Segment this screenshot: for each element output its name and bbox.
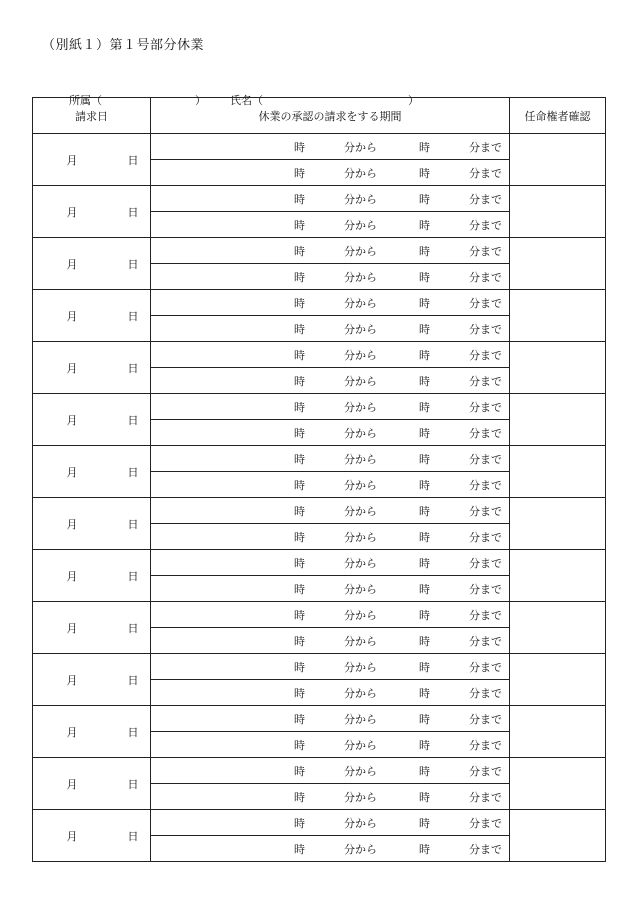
date-month-label: 月 xyxy=(66,361,78,375)
slot-hour-start: 時 xyxy=(294,530,305,544)
slot-hour-end: 時 xyxy=(419,426,430,440)
table-row xyxy=(33,238,606,264)
slot-hour-end: 時 xyxy=(419,478,430,492)
slot-hour-start: 時 xyxy=(294,504,305,518)
slot-minute-until: 分まで xyxy=(469,816,502,830)
table-row xyxy=(33,810,606,836)
slot-hour-start: 時 xyxy=(294,582,305,596)
slot-minute-until: 分まで xyxy=(469,322,502,336)
slot-hour-start: 時 xyxy=(294,712,305,726)
period-slot-1[interactable] xyxy=(151,706,510,732)
slot-hour-start: 時 xyxy=(294,426,305,440)
slot-hour-end: 時 xyxy=(419,348,430,362)
slot-minute-until: 分まで xyxy=(469,270,502,284)
slot-minute-until: 分まで xyxy=(469,790,502,804)
slot-minute-until: 分まで xyxy=(469,504,502,518)
date-month-label: 月 xyxy=(66,829,78,843)
date-month-label: 月 xyxy=(66,673,78,687)
slot-minute-until: 分まで xyxy=(469,166,502,180)
request-date-cell[interactable] xyxy=(33,238,151,290)
appointer-check-cell[interactable] xyxy=(510,498,606,550)
slot-hour-end: 時 xyxy=(419,452,430,466)
date-month-label: 月 xyxy=(66,413,78,427)
header-leave-period: 休業の承認の請求をする期間 xyxy=(151,98,510,134)
table-row xyxy=(33,706,606,732)
period-slot-2[interactable] xyxy=(151,784,510,810)
table-row xyxy=(33,446,606,472)
slot-minute-from: 分から xyxy=(344,504,377,518)
period-slot-2[interactable] xyxy=(151,420,510,446)
slot-hour-start: 時 xyxy=(294,686,305,700)
period-slot-2[interactable] xyxy=(151,836,510,862)
slot-hour-start: 時 xyxy=(294,244,305,258)
slot-hour-end: 時 xyxy=(419,296,430,310)
request-date-cell[interactable] xyxy=(33,186,151,238)
period-slot-1[interactable] xyxy=(151,394,510,420)
request-date-cell[interactable] xyxy=(33,654,151,706)
slot-minute-until: 分まで xyxy=(469,244,502,258)
period-slot-2[interactable] xyxy=(151,524,510,550)
appointer-check-cell[interactable] xyxy=(510,290,606,342)
slot-hour-end: 時 xyxy=(419,140,430,154)
slot-minute-until: 分まで xyxy=(469,452,502,466)
slot-minute-until: 分まで xyxy=(469,426,502,440)
appointer-check-cell[interactable] xyxy=(510,602,606,654)
date-day-label: 日 xyxy=(127,153,139,167)
slot-minute-from: 分から xyxy=(344,374,377,388)
slot-minute-from: 分から xyxy=(344,400,377,414)
date-month-label: 月 xyxy=(66,153,78,167)
slot-minute-from: 分から xyxy=(344,348,377,362)
slot-hour-end: 時 xyxy=(419,712,430,726)
table-header-row xyxy=(33,98,606,134)
slot-hour-end: 時 xyxy=(419,686,430,700)
slot-minute-from: 分から xyxy=(344,166,377,180)
table-row xyxy=(33,186,606,212)
slot-hour-end: 時 xyxy=(419,660,430,674)
period-slot-1[interactable] xyxy=(151,810,510,836)
slot-hour-start: 時 xyxy=(294,296,305,310)
slot-hour-end: 時 xyxy=(419,530,430,544)
table-row xyxy=(33,654,606,680)
slot-minute-from: 分から xyxy=(344,322,377,336)
slot-hour-start: 時 xyxy=(294,218,305,232)
period-slot-1[interactable] xyxy=(151,654,510,680)
date-day-label: 日 xyxy=(127,309,139,323)
slot-minute-from: 分から xyxy=(344,426,377,440)
slot-hour-end: 時 xyxy=(419,842,430,856)
slot-minute-from: 分から xyxy=(344,764,377,778)
slot-minute-until: 分まで xyxy=(469,634,502,648)
slot-minute-from: 分から xyxy=(344,218,377,232)
appointer-check-cell[interactable] xyxy=(510,446,606,498)
table-row xyxy=(33,134,606,160)
slot-minute-from: 分から xyxy=(344,738,377,752)
period-slot-1[interactable] xyxy=(151,186,510,212)
period-slot-1[interactable] xyxy=(151,498,510,524)
period-slot-2[interactable] xyxy=(151,316,510,342)
request-date-cell[interactable] xyxy=(33,498,151,550)
request-date-cell[interactable] xyxy=(33,810,151,862)
slot-minute-from: 分から xyxy=(344,530,377,544)
slot-hour-start: 時 xyxy=(294,764,305,778)
slot-hour-start: 時 xyxy=(294,738,305,752)
slot-minute-from: 分から xyxy=(344,270,377,284)
slot-minute-from: 分から xyxy=(344,140,377,154)
slot-minute-until: 分まで xyxy=(469,712,502,726)
slot-hour-start: 時 xyxy=(294,790,305,804)
period-slot-1[interactable] xyxy=(151,550,510,576)
slot-minute-until: 分まで xyxy=(469,374,502,388)
name-label: 氏名（ xyxy=(230,94,263,107)
date-day-label: 日 xyxy=(127,725,139,739)
appointer-check-cell[interactable] xyxy=(510,654,606,706)
slot-hour-end: 時 xyxy=(419,270,430,284)
period-slot-1[interactable] xyxy=(151,290,510,316)
slot-hour-end: 時 xyxy=(419,374,430,388)
slot-minute-from: 分から xyxy=(344,244,377,258)
date-month-label: 月 xyxy=(66,465,78,479)
slot-minute-from: 分から xyxy=(344,608,377,622)
slot-hour-end: 時 xyxy=(419,322,430,336)
slot-hour-start: 時 xyxy=(294,322,305,336)
slot-minute-from: 分から xyxy=(344,478,377,492)
date-day-label: 日 xyxy=(127,829,139,843)
slot-minute-from: 分から xyxy=(344,296,377,310)
slot-hour-end: 時 xyxy=(419,816,430,830)
slot-hour-start: 時 xyxy=(294,166,305,180)
slot-minute-until: 分まで xyxy=(469,218,502,232)
slot-hour-end: 時 xyxy=(419,218,430,232)
appointer-check-cell[interactable] xyxy=(510,134,606,186)
slot-minute-from: 分から xyxy=(344,192,377,206)
slot-minute-until: 分まで xyxy=(469,140,502,154)
slot-hour-end: 時 xyxy=(419,504,430,518)
date-day-label: 日 xyxy=(127,621,139,635)
name-close: ） xyxy=(408,94,419,107)
appointer-check-cell[interactable] xyxy=(510,394,606,446)
date-day-label: 日 xyxy=(127,413,139,427)
appointer-check-cell[interactable] xyxy=(510,758,606,810)
slot-hour-start: 時 xyxy=(294,400,305,414)
period-slot-2[interactable] xyxy=(151,628,510,654)
slot-minute-from: 分から xyxy=(344,582,377,596)
slot-hour-start: 時 xyxy=(294,374,305,388)
table-row xyxy=(33,602,606,628)
period-slot-2[interactable] xyxy=(151,264,510,290)
request-date-cell[interactable] xyxy=(33,342,151,394)
request-date-cell[interactable] xyxy=(33,446,151,498)
period-slot-2[interactable] xyxy=(151,680,510,706)
date-day-label: 日 xyxy=(127,257,139,271)
slot-minute-until: 分まで xyxy=(469,842,502,856)
period-slot-1[interactable] xyxy=(151,342,510,368)
slot-hour-start: 時 xyxy=(294,556,305,570)
appointer-check-cell[interactable] xyxy=(510,238,606,290)
appointer-check-cell[interactable] xyxy=(510,342,606,394)
date-day-label: 日 xyxy=(127,517,139,531)
slot-minute-until: 分まで xyxy=(469,660,502,674)
date-day-label: 日 xyxy=(127,777,139,791)
date-month-label: 月 xyxy=(66,257,78,271)
slot-minute-until: 分まで xyxy=(469,764,502,778)
slot-minute-from: 分から xyxy=(344,660,377,674)
date-month-label: 月 xyxy=(66,205,78,219)
period-slot-2[interactable] xyxy=(151,472,510,498)
slot-hour-start: 時 xyxy=(294,348,305,362)
slot-hour-start: 時 xyxy=(294,608,305,622)
date-day-label: 日 xyxy=(127,465,139,479)
slot-minute-until: 分まで xyxy=(469,192,502,206)
slot-minute-from: 分から xyxy=(344,790,377,804)
affiliation-label: 所属（ xyxy=(69,94,102,107)
date-day-label: 日 xyxy=(127,205,139,219)
slot-hour-start: 時 xyxy=(294,140,305,154)
date-month-label: 月 xyxy=(66,777,78,791)
request-date-cell[interactable] xyxy=(33,602,151,654)
slot-hour-end: 時 xyxy=(419,244,430,258)
date-month-label: 月 xyxy=(66,517,78,531)
slot-minute-until: 分まで xyxy=(469,556,502,570)
slot-hour-end: 時 xyxy=(419,634,430,648)
slot-hour-end: 時 xyxy=(419,192,430,206)
table-row xyxy=(33,394,606,420)
request-date-cell[interactable] xyxy=(33,290,151,342)
slot-hour-end: 時 xyxy=(419,608,430,622)
request-date-cell[interactable] xyxy=(33,758,151,810)
slot-hour-end: 時 xyxy=(419,738,430,752)
slot-hour-start: 時 xyxy=(294,842,305,856)
period-slot-2[interactable] xyxy=(151,160,510,186)
slot-minute-from: 分から xyxy=(344,816,377,830)
date-month-label: 月 xyxy=(66,309,78,323)
period-slot-2[interactable] xyxy=(151,212,510,238)
period-slot-1[interactable] xyxy=(151,758,510,784)
slot-minute-until: 分まで xyxy=(469,478,502,492)
header-appointer-check: 任命権者確認 xyxy=(510,98,606,134)
date-month-label: 月 xyxy=(66,569,78,583)
header-request-date: 請求日 xyxy=(33,98,151,134)
slot-hour-start: 時 xyxy=(294,816,305,830)
slot-minute-until: 分まで xyxy=(469,686,502,700)
slot-minute-until: 分まで xyxy=(469,296,502,310)
period-slot-2[interactable] xyxy=(151,368,510,394)
period-slot-1[interactable] xyxy=(151,602,510,628)
slot-minute-until: 分まで xyxy=(469,348,502,362)
slot-minute-until: 分まで xyxy=(469,608,502,622)
slot-hour-end: 時 xyxy=(419,582,430,596)
request-date-cell[interactable] xyxy=(33,394,151,446)
appointer-check-cell[interactable] xyxy=(510,706,606,758)
table-row xyxy=(33,550,606,576)
slot-hour-end: 時 xyxy=(419,400,430,414)
slot-hour-end: 時 xyxy=(419,764,430,778)
period-slot-1[interactable] xyxy=(151,134,510,160)
slot-hour-start: 時 xyxy=(294,634,305,648)
slot-minute-until: 分まで xyxy=(469,738,502,752)
period-slot-2[interactable] xyxy=(151,576,510,602)
request-date-cell[interactable] xyxy=(33,550,151,602)
slot-hour-end: 時 xyxy=(419,556,430,570)
slot-minute-until: 分まで xyxy=(469,400,502,414)
table-row xyxy=(33,498,606,524)
slot-minute-from: 分から xyxy=(344,634,377,648)
appointer-check-cell[interactable] xyxy=(510,810,606,862)
appointer-check-cell[interactable] xyxy=(510,550,606,602)
slot-hour-start: 時 xyxy=(294,192,305,206)
table-row xyxy=(33,342,606,368)
slot-minute-from: 分から xyxy=(344,556,377,570)
date-month-label: 月 xyxy=(66,621,78,635)
partial-leave-table xyxy=(32,97,606,862)
slot-hour-start: 時 xyxy=(294,452,305,466)
date-day-label: 日 xyxy=(127,361,139,375)
slot-hour-end: 時 xyxy=(419,166,430,180)
request-date-cell[interactable] xyxy=(33,706,151,758)
table-row xyxy=(33,290,606,316)
date-day-label: 日 xyxy=(127,569,139,583)
period-slot-2[interactable] xyxy=(151,732,510,758)
slot-minute-from: 分から xyxy=(344,712,377,726)
period-slot-1[interactable] xyxy=(151,238,510,264)
slot-hour-start: 時 xyxy=(294,478,305,492)
slot-minute-from: 分から xyxy=(344,452,377,466)
page-title: （別紙１）第１号部分休業 xyxy=(42,38,205,53)
slot-hour-end: 時 xyxy=(419,790,430,804)
slot-minute-until: 分まで xyxy=(469,530,502,544)
period-slot-1[interactable] xyxy=(151,446,510,472)
date-day-label: 日 xyxy=(127,673,139,687)
slot-minute-until: 分まで xyxy=(469,582,502,596)
slot-hour-start: 時 xyxy=(294,270,305,284)
request-date-cell[interactable] xyxy=(33,134,151,186)
slot-minute-from: 分から xyxy=(344,842,377,856)
date-month-label: 月 xyxy=(66,725,78,739)
slot-hour-start: 時 xyxy=(294,660,305,674)
appointer-check-cell[interactable] xyxy=(510,186,606,238)
slot-minute-from: 分から xyxy=(344,686,377,700)
affiliation-close: ） xyxy=(195,94,206,107)
table-row xyxy=(33,758,606,784)
